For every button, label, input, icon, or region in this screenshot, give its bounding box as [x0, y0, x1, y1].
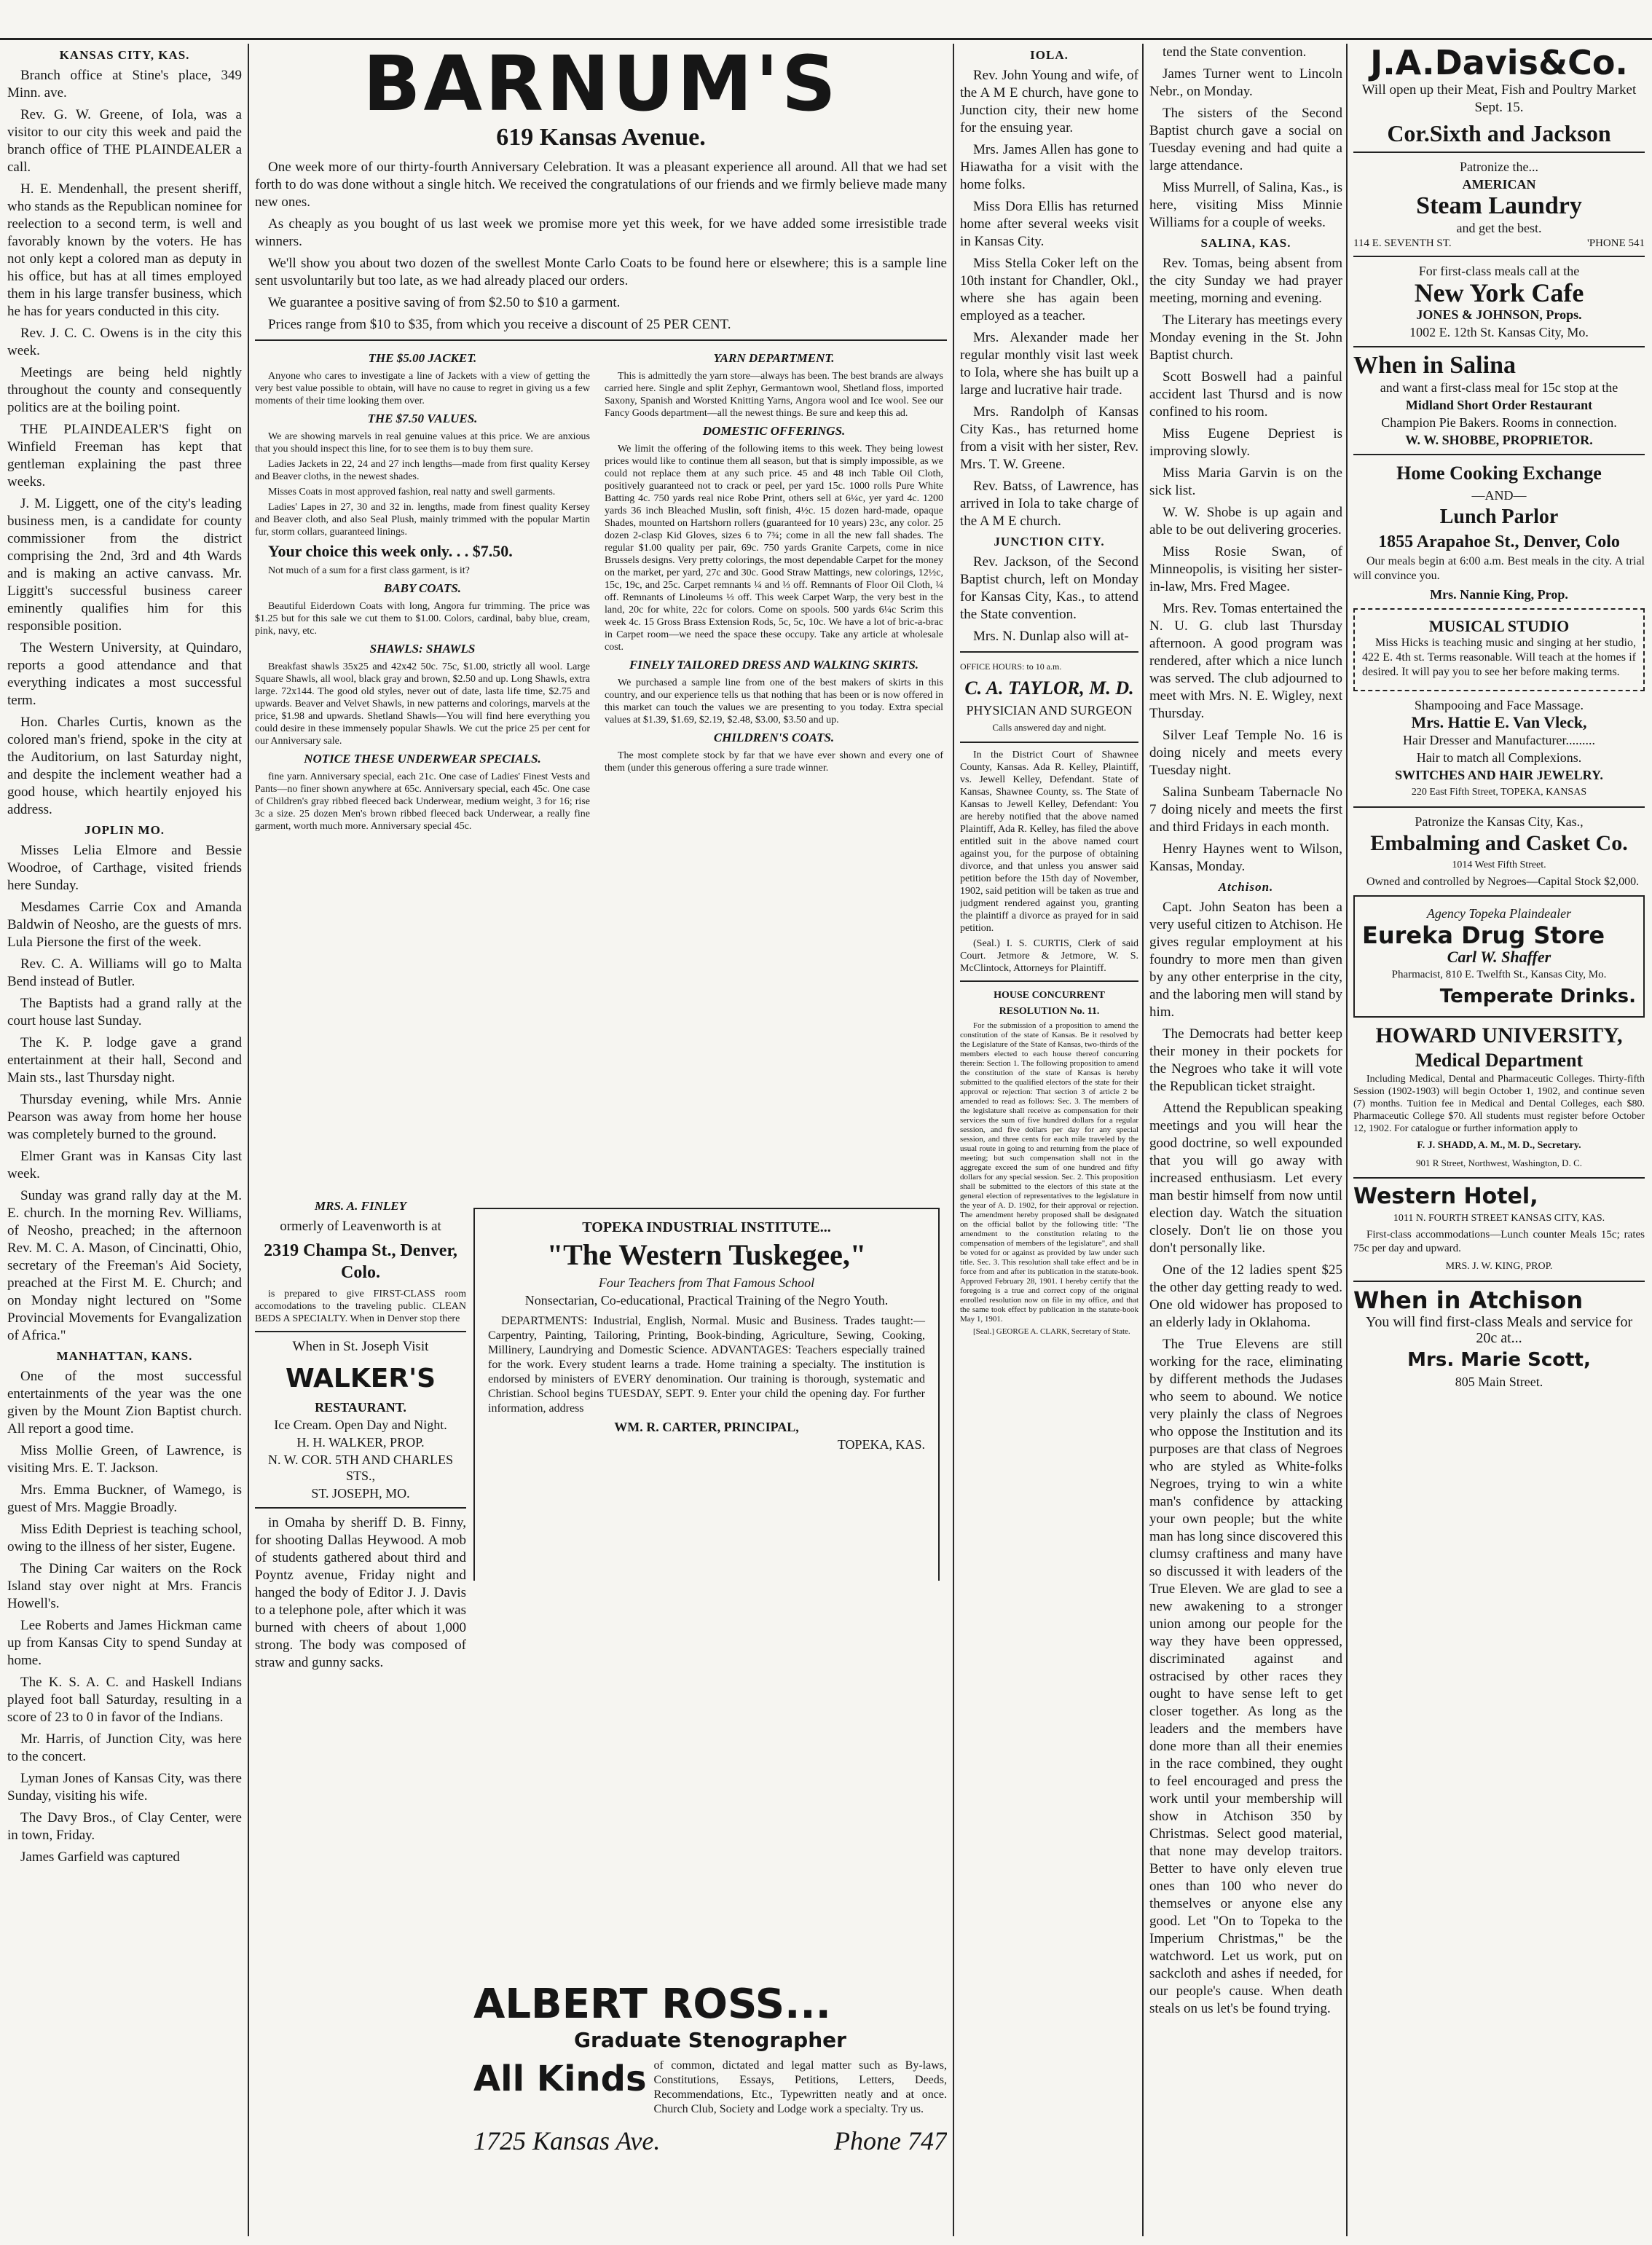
barnums-left-column: [255, 347, 590, 836]
ad-paragraph: We guarantee a positive saving of from $2.50 to $10 a garment.: [268, 295, 621, 310]
resolution-sign: [Seal.] GEORGE A. CLARK, Secretary of State.: [973, 1327, 1130, 1336]
howard-title: HOWARD UNIVERSITY,: [1375, 1023, 1623, 1047]
howard-addr: 901 R Street, Northwest, Washington, D. C.: [1415, 1157, 1582, 1168]
divider: [1353, 806, 1645, 808]
news-item: Mrs. James Allen has gone to Hiawatha for a visit with the home folks.: [960, 142, 1138, 192]
topeka-head: TOPEKA INDUSTRIAL INSTITUTE...: [582, 1219, 831, 1235]
albert-all-kinds: All Kinds: [473, 2059, 647, 2099]
dept-text: Breakfast shawls 35x25 and 42x42 50c. 75c, $1.00, strictly all wool. Large Square Shawls, all wool, black gray and brown, $2.50 and up. Long Shawls, extra large. 72x144. The good old styles, never out of date, lasta life time, $2.75 and upwards. Beaver and Velvet Shawls, in new patterns and colorings, marvels at the price, $1.98 and upwards. Shetland Shawls—You will find here everything you could desire in these immensely popular Shawls. We cut the price 25 per cent for our Anniversary sale.: [255, 661, 590, 747]
cooking-owner: Mrs. Nannie King, Prop.: [1430, 587, 1568, 602]
salina-name: Midland Short Order Restaurant: [1405, 398, 1593, 412]
column-iola: [960, 44, 1138, 2236]
dept-text: Ladies' Lapes in 27, 30 and 32 in. lengths, made from finest quality Kersey and Beaver cloth, and also Seal Plush, mainly trimmed with the popular Martin fur, storm collars, guaranteed linings.: [255, 502, 590, 538]
taylor-hours: OFFICE HOURS: to 10 a.m.: [960, 661, 1062, 672]
news-item: The Democrats had better keep their money in their pockets for the Negroes who take it will vote the Republican ticket straight.: [1149, 1026, 1342, 1094]
news-item: Sunday was grand rally day at the M. E. church. In the morning Rev. Williams, of Neosho, preached; in the afternoon Rev. M. C. A. Mason, of Cincinatti, Ohio, secretary of the Freeman's Aid Society, preached at the First M. E. Church; and on Monday night lectured on "Some Provincial Movements for Evangalization of Africa.": [7, 1188, 242, 1343]
finley-name: MRS. A. FINLEY: [315, 1199, 406, 1213]
section-heading: IOLA.: [1030, 48, 1069, 62]
column-rule: [953, 44, 954, 2236]
dept-heading: FINELY TAILORED DRESS AND WALKING SKIRTS.: [629, 658, 919, 672]
dept-heading: CHILDREN'S COATS.: [713, 731, 835, 744]
davis-text: Will open up their Meat, Fish and Poultry Market Sept. 15.: [1361, 82, 1637, 115]
section-heading: Atchison.: [1218, 880, 1274, 894]
topeka-box: [473, 1208, 940, 1581]
vanvleck-switches: SWITCHES AND HAIR JEWELRY.: [1395, 768, 1603, 782]
column-rule: [1346, 44, 1348, 2236]
atchison-addr: 805 Main Street.: [1455, 1375, 1543, 1389]
news-item: Lyman Jones of Kansas City, was there Sunday, visiting his wife.: [7, 1771, 242, 1804]
walker-kind: RESTAURANT.: [315, 1400, 406, 1415]
news-item: Attend the Republican speaking meetings and you will hear the good doctrine, so well expounded that you will go away with increased enthusiasm. Let every man bestir himself from now until election day. Watch the situation closely. Don't lie on those you don't personally like.: [1149, 1101, 1342, 1256]
eureka-name: Eureka Drug Store: [1362, 921, 1605, 949]
divider: [960, 980, 1138, 982]
western-addr: 1011 N. FOURTH STREET KANSAS CITY, KAS.: [1393, 1213, 1605, 1224]
dept-heading: BABY COATS.: [383, 581, 462, 595]
vanvleck-match: Hair to match all Complexions.: [1416, 750, 1582, 765]
section-heading: MANHATTAN, KANS.: [56, 1349, 193, 1363]
dept-text: Not much of a sum for a first class garment, is it?: [268, 565, 470, 576]
walker-line: ST. JOSEPH, MO.: [311, 1486, 410, 1501]
vanvleck-role: Hair Dresser and Manufacturer.........: [1403, 733, 1595, 747]
news-item: Mrs. Emma Buckner, of Wamego, is guest of Mrs. Maggie Broadly.: [7, 1482, 242, 1515]
cooking-text: Our meals begin at 6:00 a.m. Best meals in the city. A trial will convince you.: [1353, 555, 1645, 582]
cooking-title: Home Cooking Exchange: [1396, 463, 1602, 484]
dept-text: We purchased a sample line from one of the best makers of skirts in this country, and our experience tells us that nothing that has been or is now offered in this market can touch the values we are presenting to you today. Extra special values at $1.39, $1.69, $2.19, $2.48, $3.00, $3.50 and up.: [605, 677, 943, 726]
divider: [960, 742, 1138, 743]
ad-paragraph: We'll show you about two dozen of the swellest Monte Carlo Coats to be found here or elsewhere; this is a sample line sent usvoluntarily but too late, as we had already placed our orders.: [255, 256, 947, 288]
dept-text: fine yarn. Anniversary special, each 21c. One case of Ladies' Finest Vests and Pants—no finer shown anywhere at 65c. Anniversary special, each 45c. One case of Children's gray ribbed fleeced back Underwear, medium weight, 3 for 16; rise 3c a size. 25 dozen Men's brown ribbed fleeced back Underwear, a really fine garment, worth much more. Anniversary special 45c.: [255, 771, 590, 832]
news-item: The Literary has meetings every Monday evening in the St. John Baptist church.: [1149, 312, 1342, 363]
news-item: Meetings are being held nightly throughout the county and consequently politics are at the boiling point.: [7, 365, 242, 415]
walker-name: WALKER'S: [285, 1364, 436, 1393]
music-text: Miss Hicks is teaching music and singing at her studio, 422 E. 4th st. Terms reasonable. Will teach at the homes if desired. It will pay you to see her before making terms.: [1362, 637, 1636, 678]
divider: [960, 651, 1138, 653]
laundry-contact: [1353, 237, 1645, 250]
taylor-name: C. A. TAYLOR, M. D.: [964, 677, 1134, 699]
ad-paragraph: As cheaply as you bought of us last week we promise more yet this week, for we have added some irresistible trade winners.: [255, 216, 947, 249]
howard-dept: Medical Department: [1415, 1050, 1584, 1071]
newyork-name: New York Cafe: [1414, 278, 1584, 307]
dept-text: Misses Coats in most approved fashion, real natty and swell garments.: [268, 487, 556, 498]
howard-text: Including Medical, Dental and Pharmaceutic Colleges. Thirty-fifth Session (1902-1903) will begin October 1, 1902, and continue seven (7) months. Tuition fee in Medical and Dental Colleges, each $80. Pharmaceutic College $70. All students must register before October 12, 1902. For catalogue or further information apply to: [1353, 1074, 1645, 1134]
newyork-owner: JONES & JOHNSON, Props.: [1416, 307, 1582, 322]
eureka-addr: Pharmacist, 810 E. Twelfth St., Kansas City, Mo.: [1391, 969, 1607, 980]
news-item: James Garfield was captured: [20, 1849, 180, 1865]
news-item: Mrs. N. Dunlap also will at-: [973, 629, 1129, 644]
topeka-sign: WM. R. CARTER, PRINCIPAL,: [614, 1420, 799, 1434]
laundry-address: 114 E. SEVENTH ST.: [1353, 237, 1452, 249]
news-item: Rev. C. A. Williams will go to Malta Bend instead of Butler.: [7, 956, 242, 989]
dept-text: We are showing marvels in real genuine values at this price. We are anxious that you should inspect this line, for to see them is to buy them sure.: [255, 431, 590, 455]
divider: [255, 339, 947, 341]
news-item: Mrs. Randolph of Kansas City Kas., has returned home from a visit with her sister, Rev. Mrs. T. W. Greene.: [960, 404, 1138, 472]
dept-heading: DOMESTIC OFFERINGS.: [702, 424, 846, 438]
news-item: The Dining Car waiters on the Rock Island stay over night at Mrs. Francis Howell's.: [7, 1561, 242, 1611]
laundry-name: Steam Laundry: [1416, 192, 1582, 219]
news-item: Hon. Charles Curtis, known as the colored man's friend, spoke in the city at the Auditorium, on last Saturday night, and despite the inclement weather had a good house, which heartily enjoyed his address.: [7, 715, 242, 817]
cooking-and: —AND—: [1471, 488, 1527, 503]
barnums-right-column: [605, 347, 943, 777]
news-item: The Davy Bros., of Clay Center, were in town, Friday.: [7, 1810, 242, 1843]
topeka-subtitle: Four Teachers from That Famous School: [598, 1275, 815, 1290]
news-item: Lee Roberts and James Hickman came up from Kansas City to spend Sunday at home.: [7, 1618, 242, 1668]
resolution-heading: HOUSE CONCURRENT RESOLUTION No. 11.: [994, 990, 1105, 1017]
news-item: Mrs. Rev. Tomas entertained the N. U. G. club last Thursday afternoon. A good program was rendered, after which a nice lunch was served. The club adjourned to meet with Mrs. N. E. Wigley, next Thursday.: [1149, 601, 1342, 721]
western-text: First-class accommodations—Lunch counter Meals 15c; rates 75c per day and upward.: [1353, 1229, 1645, 1254]
section-heading: JOPLIN MO.: [84, 823, 165, 837]
albert-phone: Phone 747: [834, 2126, 947, 2155]
news-item: tend the State convention.: [1163, 44, 1307, 60]
music-box: [1353, 608, 1645, 691]
ad-paragraph: One week more of our thirty-fourth Anniversary Celebration. It was a pleasant experience all around. All that we had set forth to do was done without a single hitch. We received the congratulations of our friends and we firmly believe made many new ones.: [255, 160, 947, 210]
section-heading: KANSAS CITY, KAS.: [59, 48, 190, 62]
news-item: Miss Maria Garvin is on the sick list.: [1149, 465, 1342, 498]
laundry-lead: Patronize the...: [1460, 160, 1538, 174]
western-owner: MRS. J. W. KING, PROP.: [1445, 1261, 1553, 1272]
divider: [1353, 1281, 1645, 1282]
news-item: Miss Rosie Swan, of Minneopolis, is visiting her sister-in-law, Mrs. Fred Magee.: [1149, 544, 1342, 594]
dept-text: This is admittedly the yarn store—always has been. The best brands are always carried here. Single and split Zephyr, Germantown wool, Shetland floss, imported Saxony, Spanish and Worsted Knitting Yarns, Angora wool and Ice wool. See our Fancy Goods department—all the newest things. Be sure and keep this ad.: [605, 371, 943, 419]
salina-text: and want a first-class meal for 15c stop at the: [1380, 380, 1618, 395]
news-item: in Omaha by sheriff D. B. Finny, for shooting Dallas Heywood. A mob of students gathered about third and Poyntz avenue, Friday night and hanged the body of Editor J. J. Davis to a telephone pole, after which it was burned with cheers of about 1,000 strong. The body was composed of straw and gunny sacks.: [255, 1515, 466, 1670]
eureka-box: [1353, 895, 1645, 1018]
casket-text: Owned and controlled by Negroes—Capital Stock $2,000.: [1366, 876, 1640, 888]
barnums-ad: [255, 44, 947, 1173]
topeka-body: DEPARTMENTS: Industrial, English, Normal. Music and Business. Trades taught:—Carpentry, Painting, Tailoring, Printing, Book-binding, Agriculture, Sewing, Cooking, Millinery, Laundrying and Domestic Science. ADVANTAGES: Teachers especially trained for the work. Every student learns a trade. Home training a specialty. The institution is endorsed by ministers of EVERY denomination. Our training is thorough, systematic and Christian. School begins TUESDAY, SEPT. 9. Enter your child the opening day. For further information, address: [488, 1315, 925, 1415]
column-rule: [1142, 44, 1144, 2236]
albert-ross-ad: [473, 1981, 947, 2236]
news-item: Miss Edith Depriest is teaching school, owing to the illness of her sister, Eugene.: [7, 1522, 242, 1554]
albert-contact: [473, 2126, 947, 2156]
vanvleck-lead: Shampooing and Face Massage.: [1415, 698, 1584, 712]
barnums-address: 619 Kansas Avenue.: [496, 124, 706, 151]
news-item: W. W. Shobe is up again and able to be out delivering groceries.: [1149, 505, 1342, 538]
news-item: H. E. Mendenhall, the present sheriff, who stands as the Republican nominee for reelection to a second term, is well and favorably known by the voters. He has not only kept a colored man as deputy in his office, but has at all times employed them in his large transfer business, which he has for years conducted in this city.: [7, 181, 242, 319]
cooking-address: 1855 Arapahoe St., Denver, Colo: [1378, 532, 1620, 551]
divider: [1353, 454, 1645, 455]
atchison-name: Mrs. Marie Scott,: [1407, 1349, 1591, 1371]
davis-corner: Cor.Sixth and Jackson: [1387, 120, 1611, 146]
walker-line: N. W. COR. 5TH AND CHARLES STS.,: [267, 1452, 454, 1483]
taylor-role: PHYSICIAN AND SURGEON: [966, 703, 1133, 717]
albert-name: ALBERT ROSS...: [473, 1981, 831, 2028]
news-item: One of the 12 ladies spent $25 the other day getting ready to wed. One old widower has proposed to an elderly lady in Oklahoma.: [1149, 1262, 1342, 1330]
cooking-lunch: Lunch Parlor: [1439, 506, 1559, 528]
finley-line: ormerly of Leavenworth is at: [280, 1219, 441, 1234]
news-item: Rev. G. W. Greene, of Iola, was a visitor to our city this week and paid the branch office of THE PLAINDEALER a call.: [7, 107, 242, 175]
dept-text: The most complete stock by far that we have ever shown and every one of them (under this generous offering a sure trade winner.: [605, 750, 943, 774]
column-small-ads: [255, 1195, 466, 2236]
vanvleck-name: Mrs. Hattie E. Van Vleck,: [1411, 713, 1587, 731]
news-item: Henry Haynes went to Wilson, Kansas, Monday.: [1149, 841, 1342, 874]
legal-sign: (Seal.) I. S. CURTIS, Clerk of said Court. Jetmore & Jetmore, W. S. McClintock, Attorneys for Plaintiff.: [960, 938, 1138, 974]
news-item: The True Elevens are still working for the race, eliminating by different methods the Judases who seem to abound. We notice very plainly the class of Negroes who oppose the Institution and its purposes are that class of Negroes who are styled as White-folks Negroes, trying to win a white man's confidence by attacking your own people; but the white man has long since discovered this clumsy craftiness and many have so discussed it with leaders of the True Eleven. We are glad to see a new awakening to a stronger union among our people for the way they have been oppressed, discriminated against and ostracised by other races they ought to have sense left to get closer together. As long as the leaders and the members have done more than all their enemies in the race combined, they ought to feel encouraged and press the work until your membership will show in Atchison 350 by Christmas. Select good material, that none may develop traitors. Better to have only eleven true ones than 100 who never do themselves or anyone else any good. Let "On to Topeka to the Imperium Christmas," be the watchword. Let us work, put on sackcloth and ashes if needed, for our people's cause. When death steals on us let's be found trying.: [1149, 1337, 1342, 2016]
salina-bakers: Champion Pie Bakers. Rooms in connection.: [1381, 415, 1617, 430]
divider: [255, 1331, 466, 1332]
casket-name: Embalming and Casket Co.: [1370, 831, 1628, 855]
news-item: Mesdames Carrie Cox and Amanda Baldwin of Neosho, are the guests of mrs. Lula Piersone the first of the week.: [7, 900, 242, 950]
news-item: Branch office at Stine's place, 349 Minn. ave.: [7, 68, 242, 101]
news-item: Miss Mollie Green, of Lawrence, is visiting Mrs. E. T. Jackson.: [7, 1443, 242, 1476]
legal-notice: In the District Court of Shawnee County, Kansas. Ada R. Kelley, Plaintiff, vs. Jewell Kelley, Defendant. State of Kansas, Shawnee County, ss. The State of Kansas to Jewell Kelley, Defendant: You are hereby notified that the above named Plaintiff, Ada R. Kelley, has filed the above entitled suit in the above named court against you, for the purpose of obtaining divorce, and that unless you answer said petition before the 15th day of November, 1902, said petition will be taken as true and judgment rendered against you, granting the plaintiff a divorce as prayed for in said petition.: [960, 750, 1138, 934]
albert-address: 1725 Kansas Ave.: [473, 2126, 661, 2155]
news-item: Miss Stella Coker left on the 10th instant for Chandler, Okl., where she has again been employed as a teacher.: [960, 256, 1138, 323]
news-item: Salina Sunbeam Tabernacle No 7 doing nicely and meets the first and third Fridays in each month.: [1149, 785, 1342, 835]
laundry-small: AMERICAN: [1462, 177, 1536, 192]
albert-role: Graduate Stenographer: [574, 2028, 846, 2052]
newyork-address: 1002 E. 12th St. Kansas City, Mo.: [1409, 325, 1589, 339]
dept-text: Anyone who cares to investigate a line of Jackets with a view of getting the very best value possible to obtain, will have no cause to regret in giving us a few moments of their time looking them over.: [255, 371, 590, 406]
divider: [255, 1507, 466, 1509]
news-item: Rev. Batss, of Lawrence, has arrived in Iola to take charge of the A M E church.: [960, 479, 1138, 529]
laundry-phone: 'PHONE 541: [1587, 237, 1645, 249]
albert-text: of common, dictated and legal matter such as By-laws, Constitutions, Essays, Petitions, Letters, Deeds, Recommendations, Etc., Typewritten neatly and at once. Church Club, Society and Lodge work a specialty. Try us.: [653, 2059, 947, 2115]
news-item: One of the most successful entertainments of the year was the one given by the Mount Zion Baptist church. All report a good time.: [7, 1369, 242, 1436]
taylor-calls: Calls answered day and night.: [992, 722, 1106, 733]
news-item: Miss Eugene Depriest is improving slowly.: [1149, 426, 1342, 459]
price-highlight: Your choice this week only. . . $7.50.: [268, 542, 513, 560]
eureka-drinks: Temperate Drinks.: [1439, 986, 1636, 1007]
section-heading: SALINA, KAS.: [1200, 236, 1291, 250]
davis-title: J.A.Davis&Co.: [1370, 44, 1628, 82]
news-item: J. M. Liggett, one of the city's leading business men, is a candidate for county commissioner from the district comprising the 2nd, 3rd and 4th Wards and is making an active canvass. Mr. Liggitt's successful business career eminently qualifies him for this responsible position.: [7, 496, 242, 634]
divider: [1353, 1177, 1645, 1179]
howard-sign: F. J. SHADD, A. M., M. D., Secretary.: [1417, 1140, 1581, 1151]
walker-line: Ice Cream. Open Day and Night.: [274, 1418, 447, 1432]
albert-body: [473, 2059, 947, 2120]
topeka-desc: Nonsectarian, Co-educational, Practical Training of the Negro Youth.: [524, 1293, 889, 1308]
dept-heading: THE $7.50 VALUES.: [367, 412, 478, 425]
news-item: The K. S. A. C. and Haskell Indians played foot ball Saturday, resulting in a score of 23 to 0 in favor of the Indians.: [7, 1675, 242, 1725]
casket-address: 1014 West Fifth Street.: [1452, 860, 1546, 870]
news-item: Silver Leaf Temple No. 16 is doing nicely and meets every Tuesday night.: [1149, 728, 1342, 778]
salina-title: When in Salina: [1353, 352, 1516, 379]
column-salina-atchison: [1149, 44, 1342, 2236]
newyork-lead: For first-class meals call at the: [1418, 264, 1580, 278]
ad-paragraph: Prices range from $10 to $35, from which you receive a discount of 25 PER CENT.: [268, 317, 731, 332]
topeka-title: "The Western Tuskegee,": [546, 1238, 867, 1271]
topeka-place: TOPEKA, KAS.: [837, 1437, 925, 1452]
salina-owner: W. W. SHOBBE, PROPRIETOR.: [1405, 433, 1593, 447]
column-kansas-city: [7, 44, 242, 1871]
vanvleck-address: 220 East Fifth Street, TOPEKA, KANSAS: [1411, 787, 1587, 798]
news-item: Rev. Jackson, of the Second Baptist church, left on Monday for Kansas City, Kas., to attend the State convention.: [960, 554, 1138, 622]
laundry-tag: and get the best.: [1456, 221, 1542, 235]
news-item: Rev. John Young and wife, of the A M E church, have gone to Junction city, their new home for the ensuing year.: [960, 68, 1138, 135]
news-item: The Baptists had a grand rally at the court house last Sunday.: [7, 996, 242, 1029]
divider: [1353, 152, 1645, 153]
finley-address: 2319 Champa St., Denver, Colo.: [264, 1241, 457, 1282]
column-rule: [248, 44, 249, 2236]
news-item: The K. P. lodge gave a grand entertainment at their hall, Second and Main sts., last Thursday night.: [7, 1035, 242, 1085]
walker-lead: When in St. Joseph Visit: [292, 1339, 429, 1354]
casket-lead: Patronize the Kansas City, Kas.,: [1415, 814, 1584, 829]
divider: [1353, 346, 1645, 347]
news-item: Miss Dora Ellis has returned home after several weeks visit in Kansas City.: [960, 199, 1138, 249]
dept-text: We limit the offering of the following items to this week. They being lowest prices would like to continue them all season, but that is simply impossible, as we could not replace them at any such price. 45 and 48 inch Table Oil Cloth, positively guaranteed not to crack or peel, per yard 15c. 1000 rolls Pure White Batting 4c. 750 yards real nice Robe Print, others sell at 6¼c, yer yard 4c. 1200 yards 36 inch Bleached Muslin, soft finish, 4½c. 15 dozen hard-made, opaque Shades, mounted on Hartshorn rollers (guaranteed for 10 years) 23c, any color. 25 dozen 2-clasp Kid Gloves, sizes 6 to 7¾; come in all the new fall shades. The regular $1.00 quality per pair, 69c. 750 yards Granite Carpets, come in nice Brussels designs. Very pretty colorings, the most dependable Carpet for the money on the market, per yard, 27c and 30c. Good Straw Mattings, new colorings, 12½c, 15c, 19c, and 25c. Carpet remnants ¼ and ⅓ off. Remnants of Floor Oil Cloth, ¼ off. Remnants of Linoleums ⅓ off. This week Carpet Warp, the very best in the land, 20c for white, 22c for colors. Come on spools. 500 yards 6¼c Scrim this week 4c. 15 Gross Brass Extension Rods, 5c, 5c, 10c. We have a lot of bric-a-brac in Carpet room—we need the space these occupy. Take any article at wholesale cost.: [605, 444, 943, 653]
eureka-owner: Carl W. Shaffer: [1447, 948, 1551, 966]
news-item: Mr. Harris, of Junction City, was here to the concert.: [7, 1731, 242, 1764]
dept-text: Ladies Jackets in 22, 24 and 27 inch lengths—made from first quality Kersey and Beaver cloths, in the newest shades.: [255, 459, 590, 482]
topeka-institute-ad: [473, 1202, 940, 1581]
news-item: Elmer Grant was in Kansas City last week.: [7, 1149, 242, 1182]
news-item: Miss Murrell, of Salina, Kas., is here, visiting Miss Minnie Williams for a couple of weeks.: [1149, 180, 1342, 230]
news-item: Scott Boswell had a painful accident last Thursd and is now confined to his room.: [1149, 369, 1342, 420]
news-item: Mrs. Alexander made her regular monthly visit last week to Iola, where she has built up a large and lucrative hair trade.: [960, 330, 1138, 398]
barnums-departments: [255, 347, 947, 1148]
news-item: Misses Lelia Elmore and Bessie Woodroe, of Carthage, visited friends here Sunday.: [7, 843, 242, 893]
news-item: Thursday evening, while Mrs. Annie Pearson was away from home her house was completely burned to the ground.: [7, 1092, 242, 1142]
column-advertisements: [1353, 44, 1645, 2236]
news-item: THE PLAINDEALER'S fight on Winfield Freeman has kept that gentleman explaining the past three weeks.: [7, 422, 242, 490]
atchison-text: You will find first-class Meals and service for 20c at...: [1365, 1314, 1633, 1346]
music-title: MUSICAL STUDIO: [1428, 617, 1570, 635]
resolution-text: For the submission of a proposition to amend the constitution of the state of Kansas. Be it resolved by the Legislature of the State of Kansas, two-thirds of the members elected to each house thereof concurring therein: Section 1. The following proposition to amend the constitution of the state of Kansas is hereby submitted to the qualified electors of the state for their approval or rejection: That section 3 of article 2 be amended to read as follows: Sec. 3. The members of the legislature shall receive as compensation for their services the sum of five hundred dollars for a regular session, and five dollars per day for any special session, and three cents for each mile traveled by the usual route in going to and returning from the place of meeting; but such compensation shall not in the aggregate exceed the sum of one hundred and fifty dollars for any special session. Sec. 2. This proposition shall be submitted to the electors of this state at the general election of representatives to the legislature in the year of A. D. 1902, for their approval or rejection. The amendment hereby proposed shall be designated on the official ballot by the following title: "The amendment to the constitution relating to the compensation of members of the legislature", and shall be voted for or against as provided by law under such title. Sec. 3. This resolution shall take effect and be in force from and after its publication in the statute-book. Approved February 28, 1901. I hereby certify that the foregoing is a true and correct copy of the original enrolled resolution now on file in my office, and that the same took effect by publication in the statute-book May 1, 1901.: [960, 1021, 1138, 1324]
news-item: Rev. Tomas, being absent from the city Sunday we had prayer meeting, morning and evening.: [1149, 256, 1342, 306]
news-item: Capt. John Seaton has been a very useful citizen to Atchison. He gives regular employment at his foundry to more men than given by any other enterprise in the city, and the laboring men will stand by him.: [1149, 900, 1342, 1020]
dept-heading: SHAWLS: SHAWLS: [369, 642, 476, 656]
dept-heading: YARN DEPARTMENT.: [713, 351, 835, 365]
news-item: The sisters of the Second Baptist church gave a social on Tuesday evening and had quite a large attendance.: [1149, 106, 1342, 173]
western-title: Western Hotel,: [1353, 1184, 1538, 1209]
atchison-title: When in Atchison: [1353, 1286, 1584, 1314]
eureka-agency: Agency Topeka Plaindealer: [1426, 906, 1572, 921]
barnums-title: BARNUM'S: [363, 44, 839, 128]
dept-text: Beautiful Eiderdown Coats with long, Angora fur trimming. The price was $1.25 but for this sale we cut them to $1.00. Colors, cardinal, baby blue, cream, pink, navy, etc.: [255, 601, 590, 637]
news-item: James Turner went to Lincoln Nebr., on Monday.: [1149, 66, 1342, 99]
walker-line: H. H. WALKER, PROP.: [296, 1435, 425, 1450]
section-heading: JUNCTION CITY.: [994, 535, 1105, 549]
dept-heading: THE $5.00 JACKET.: [368, 351, 477, 365]
dept-heading: NOTICE THESE UNDERWEAR SPECIALS.: [304, 752, 541, 766]
top-rule: [0, 38, 1652, 40]
news-item: Rev. J. C. C. Owens is in the city this week.: [7, 326, 242, 358]
news-item: The Western University, at Quindaro, reports a good attendance and that everything indicates a most successful term.: [7, 640, 242, 708]
divider: [1353, 256, 1645, 257]
finley-text: is prepared to give FIRST-CLASS room accomodations to the traveling public. CLEAN BEDS A SPECIALTY. When in Denver stop there: [255, 1289, 466, 1324]
